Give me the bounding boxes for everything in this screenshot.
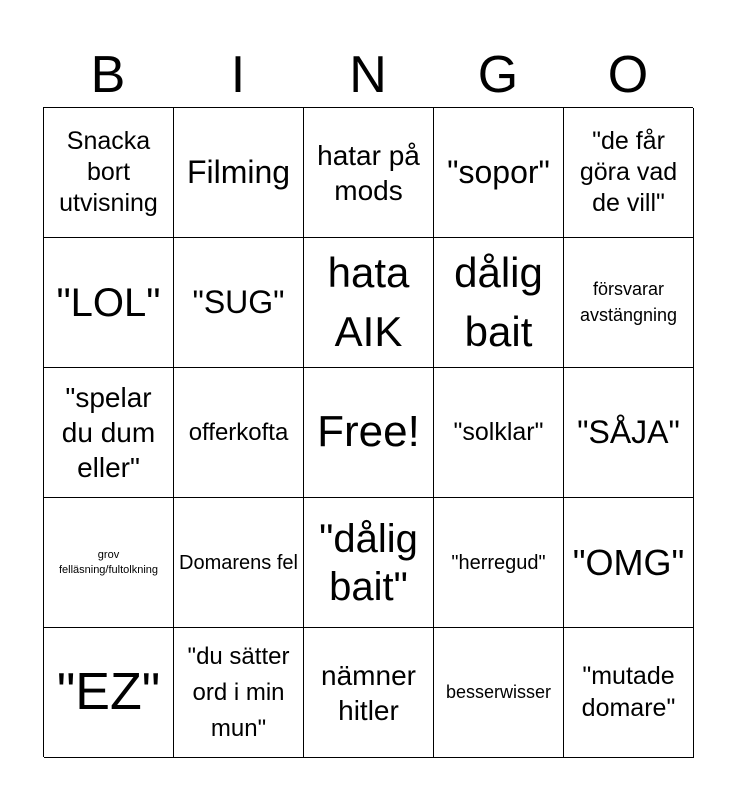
- bingo-cell[interactable]: [44, 108, 174, 238]
- cell-text: hatar på mods: [317, 139, 420, 206]
- bingo-cell[interactable]: [304, 498, 434, 628]
- bingo-cell[interactable]: [304, 108, 434, 238]
- cell-text: hata AIK: [327, 248, 410, 355]
- free-text: Free!: [317, 407, 420, 457]
- header-letter-b: B: [90, 46, 126, 104]
- cell-text: "sopor": [447, 154, 550, 191]
- bingo-cell[interactable]: [564, 108, 694, 238]
- bingo-cell[interactable]: [564, 238, 694, 368]
- cell-text: "SUG": [192, 284, 285, 321]
- free-cell[interactable]: [304, 368, 434, 498]
- cell-text: "de får göra vad de vill": [579, 126, 678, 218]
- cell-text: Domarens fel: [179, 551, 298, 574]
- bingo-cell[interactable]: [44, 628, 174, 758]
- cell-text: besserwisser: [445, 681, 552, 702]
- cell-text: "spelar du dum eller": [61, 382, 156, 483]
- bingo-cell[interactable]: [174, 628, 304, 758]
- bingo-cell[interactable]: [564, 498, 694, 628]
- cell-text: "mutade domare": [581, 662, 676, 722]
- cell-text: offerkofta: [188, 418, 289, 446]
- cell-text: "dålig bait": [319, 516, 418, 609]
- bingo-cell[interactable]: [434, 368, 564, 498]
- bingo-cell[interactable]: [44, 498, 174, 628]
- bingo-cell[interactable]: [434, 108, 564, 238]
- bingo-cell[interactable]: [434, 628, 564, 758]
- bingo-cell[interactable]: [564, 368, 694, 498]
- cell-text: nämner hitler: [321, 659, 416, 726]
- bingo-cell[interactable]: [174, 368, 304, 498]
- cell-text: försvarar avstängning: [579, 279, 678, 325]
- header-letter-n: N: [349, 46, 387, 104]
- cell-text: grov felläsning/fultolkning: [58, 549, 159, 576]
- header-letter-g: G: [477, 46, 519, 104]
- cell-text: "SÅJA": [577, 414, 680, 451]
- bingo-grid: [43, 107, 693, 757]
- bingo-cell[interactable]: [304, 238, 434, 368]
- bingo-cell[interactable]: [434, 238, 564, 368]
- bingo-cell[interactable]: [174, 238, 304, 368]
- cell-text: "du sätter ord i min mun": [187, 642, 290, 742]
- cell-text: "EZ": [56, 662, 161, 721]
- bingo-cell[interactable]: [434, 498, 564, 628]
- cell-text: "herregud": [451, 551, 546, 574]
- bingo-cell[interactable]: [174, 498, 304, 628]
- cell-text: Filming: [186, 154, 291, 191]
- header-letter-o: O: [607, 46, 649, 104]
- header-letter-i: I: [230, 46, 246, 104]
- cell-text: dålig bait: [454, 248, 543, 355]
- bingo-cell[interactable]: [304, 628, 434, 758]
- cell-text: Snacka bort utvisning: [59, 126, 158, 218]
- cell-text: "LOL": [56, 280, 161, 325]
- bingo-cell[interactable]: [174, 108, 304, 238]
- bingo-cell[interactable]: [564, 628, 694, 758]
- cell-text: "OMG": [572, 541, 685, 583]
- bingo-header: [43, 42, 693, 108]
- bingo-cell[interactable]: [44, 368, 174, 498]
- bingo-cell[interactable]: [44, 238, 174, 368]
- cell-text: "solklar": [453, 417, 544, 446]
